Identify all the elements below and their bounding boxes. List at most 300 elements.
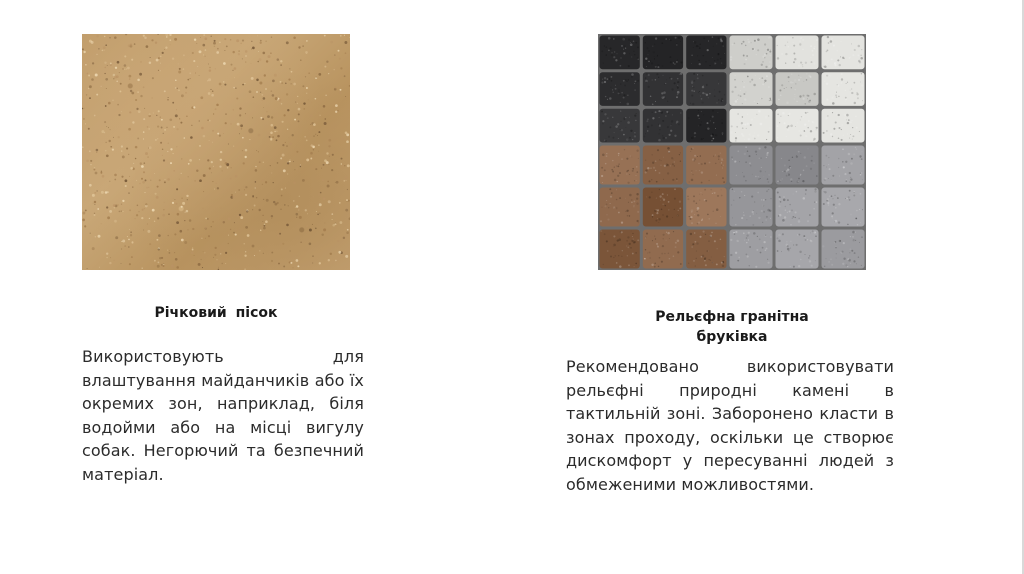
sand-grain [233, 232, 235, 234]
stone-speckle [761, 199, 762, 200]
stone-speckle [822, 245, 824, 247]
stone-speckle [701, 121, 703, 123]
cobblestone [730, 36, 773, 70]
sand-grain [291, 71, 293, 73]
stone-speckle [611, 54, 613, 56]
stone-speckle [757, 192, 759, 194]
stone-speckle [782, 233, 784, 235]
sand-grain [82, 146, 84, 148]
stone-speckle [636, 150, 638, 152]
stone-speckle [730, 239, 732, 241]
sand-grain [235, 192, 236, 193]
sand-grain [112, 148, 114, 150]
stone-speckle [757, 38, 760, 41]
stone-speckle [627, 103, 630, 106]
stone-speckle [750, 165, 752, 167]
stone-speckle [828, 164, 829, 165]
stone-speckle [734, 86, 736, 88]
sand-grain [187, 199, 188, 200]
sand-grain [198, 263, 201, 266]
stone-speckle [668, 201, 670, 203]
sand-grain [345, 96, 346, 97]
sand-grain [252, 195, 254, 197]
stone-speckle [768, 174, 769, 175]
stone-speckle [847, 122, 849, 124]
sand-grain [118, 114, 120, 116]
stone-speckle [737, 113, 738, 114]
stone-speckle [807, 98, 808, 99]
stone-speckle [777, 113, 779, 115]
sand-grain [324, 35, 326, 37]
stone-speckle [662, 238, 664, 240]
sand-grain [89, 85, 92, 88]
stone-speckle [677, 214, 679, 216]
stone-speckle [621, 158, 623, 160]
sand-grain [205, 226, 207, 228]
sand-grain [209, 167, 211, 169]
sand-grain [179, 118, 180, 119]
stone-speckle [692, 103, 694, 105]
sand-grain [306, 87, 308, 89]
stone-speckle [617, 165, 619, 167]
stone-speckle [654, 236, 655, 237]
stone-speckle [694, 41, 697, 44]
stone-speckle [846, 114, 849, 117]
stone-speckle [707, 122, 709, 124]
stone-speckle [691, 172, 692, 173]
sand-grain [331, 213, 333, 215]
stone-speckle [752, 48, 754, 50]
sand-grain [170, 162, 172, 164]
stone-speckle [762, 247, 764, 249]
stone-speckle [816, 129, 817, 130]
sand-grain [163, 133, 164, 134]
stone-speckle [648, 74, 650, 76]
sand-grain [104, 62, 106, 64]
stone-speckle [646, 66, 647, 67]
stone-speckle [788, 115, 789, 116]
stone-speckle [722, 177, 724, 179]
stone-speckle [672, 114, 673, 115]
stone-speckle [777, 181, 779, 183]
stone-speckle [769, 128, 771, 130]
stone-speckle [750, 42, 751, 43]
stone-speckle [712, 262, 713, 263]
stone-speckle [628, 264, 630, 266]
cobblestone-texture [598, 34, 866, 270]
stone-speckle [786, 136, 787, 137]
stone-speckle [667, 172, 669, 174]
stone-speckle [696, 251, 697, 252]
sand-grain [339, 202, 341, 204]
stone-speckle [675, 242, 677, 244]
sand-grain [319, 213, 320, 214]
stone-speckle [840, 41, 841, 42]
sand-grain [121, 145, 123, 147]
sand-grain [229, 219, 230, 220]
stone-speckle [838, 114, 840, 116]
stone-speckle [853, 191, 855, 193]
stone-speckle [653, 167, 655, 169]
sand-grain [286, 93, 288, 95]
stone-speckle [694, 155, 696, 157]
sand-grain [263, 162, 264, 163]
sand-grain [272, 136, 273, 137]
sand-grain [306, 40, 308, 42]
stone-speckle [693, 73, 695, 75]
sand-grain [277, 58, 280, 61]
river-sand-image [82, 34, 350, 270]
sand-grain [331, 169, 333, 171]
stone-speckle [627, 182, 629, 184]
sand-grain [132, 241, 134, 243]
stone-speckle [743, 93, 745, 95]
stone-speckle [850, 121, 852, 123]
stone-speckle [807, 239, 808, 240]
stone-speckle [810, 240, 812, 242]
stone-speckle [851, 158, 853, 160]
stone-speckle [785, 45, 787, 47]
stone-speckle [614, 166, 615, 167]
sand-grain [92, 62, 94, 64]
sand-grain [322, 179, 324, 181]
stone-speckle [745, 92, 746, 93]
sand-grain [345, 52, 347, 54]
stone-speckle [634, 83, 635, 84]
stone-speckle [626, 210, 628, 212]
stone-speckle [634, 180, 635, 181]
stone-speckle [712, 193, 713, 194]
sand-grain [166, 36, 167, 37]
sand-grain [266, 111, 268, 113]
sand-grain [344, 180, 345, 181]
stone-speckle [694, 136, 696, 138]
sand-grain [218, 229, 219, 230]
stone-speckle [796, 101, 797, 102]
stone-speckle [756, 114, 757, 115]
stone-speckle [735, 137, 737, 139]
sand-grain [302, 85, 304, 87]
stone-speckle [790, 224, 792, 226]
stone-speckle [701, 101, 703, 103]
stone-speckle [698, 163, 700, 165]
stone-speckle [814, 202, 815, 203]
stone-speckle [788, 46, 790, 48]
stone-speckle [722, 265, 725, 268]
stone-speckle [721, 122, 723, 124]
stone-speckle [742, 116, 743, 117]
stone-speckle [800, 119, 801, 120]
stone-speckle [624, 84, 626, 86]
stone-speckle [845, 90, 847, 92]
sand-grain [343, 237, 345, 239]
stone-speckle [838, 137, 840, 139]
stone-speckle [737, 150, 739, 152]
sand-grain [129, 111, 131, 113]
stone-speckle [747, 255, 749, 257]
sand-grain [216, 259, 217, 260]
stone-speckle [698, 60, 699, 61]
stone-speckle [780, 180, 782, 182]
sand-grain [251, 77, 254, 80]
sand-grain [234, 67, 237, 70]
stone-speckle [751, 119, 753, 121]
sand-grain [122, 155, 125, 158]
sand-grain [316, 73, 317, 74]
sand-grain [187, 229, 188, 230]
stone-speckle [636, 198, 638, 200]
sand-grain [219, 41, 221, 43]
stone-speckle [655, 101, 656, 102]
stone-speckle [816, 51, 817, 52]
sand-grain [154, 265, 155, 266]
sand-grain [320, 192, 322, 194]
stone-speckle [815, 260, 816, 261]
sand-grain [167, 178, 170, 181]
stone-speckle [808, 100, 811, 103]
stone-speckle [841, 73, 843, 75]
stone-speckle [654, 212, 655, 213]
stone-speckle [845, 161, 847, 163]
stone-speckle [616, 262, 618, 264]
stone-speckle [805, 62, 807, 64]
stone-speckle [677, 59, 678, 60]
stone-speckle [767, 178, 768, 179]
stone-speckle [826, 49, 828, 51]
stone-speckle [610, 203, 611, 204]
sand-grain [121, 150, 122, 151]
sand-grain [127, 67, 130, 70]
sand-grain [184, 221, 185, 222]
stone-speckle [847, 266, 848, 267]
sand-grain [221, 263, 222, 264]
stone-speckle [833, 96, 834, 97]
sand-grain [291, 83, 292, 84]
stone-speckle [616, 165, 617, 166]
stone-speckle [651, 264, 653, 266]
stone-speckle [712, 138, 714, 140]
sand-grain [199, 179, 202, 182]
stone-speckle [724, 65, 725, 66]
stone-speckle [738, 94, 740, 96]
stone-speckle [832, 136, 833, 137]
sand-grain [141, 178, 143, 180]
stone-speckle [610, 255, 612, 257]
stone-speckle [759, 238, 761, 240]
stone-speckle [850, 134, 851, 135]
stone-speckle [842, 148, 844, 150]
sand-grain [115, 67, 117, 69]
sand-grain [208, 64, 209, 65]
stone-speckle [843, 166, 845, 168]
stone-speckle [607, 79, 608, 80]
sand-grain [147, 223, 148, 224]
stone-speckle [605, 163, 607, 165]
sand-grain [341, 137, 344, 140]
sand-grain [131, 59, 133, 61]
stone-speckle [749, 246, 751, 248]
stone-speckle [862, 151, 863, 152]
stone-speckle [672, 163, 674, 165]
stone-speckle [732, 159, 733, 160]
stone-speckle [714, 89, 715, 90]
sand-grain [280, 60, 282, 62]
sand-title: Річковий пісок [154, 305, 278, 321]
sand-grain [280, 157, 282, 159]
stone-speckle [800, 37, 802, 39]
stone-speckle [619, 94, 621, 96]
stone-speckle [764, 80, 766, 82]
sand-grain [295, 102, 296, 103]
stone-speckle [714, 62, 716, 64]
stone-speckle [680, 160, 681, 161]
sand-grain [95, 172, 98, 175]
stone-speckle [667, 126, 669, 128]
stone-speckle [613, 235, 615, 237]
stone-speckle [706, 250, 708, 252]
stone-speckle [709, 162, 711, 164]
sand-grain [147, 230, 150, 233]
stone-speckle [769, 55, 771, 57]
stone-speckle [710, 260, 711, 261]
stone-speckle [736, 175, 737, 176]
sand-grain [96, 94, 98, 96]
sand-grain [131, 92, 134, 95]
sand-grain [301, 233, 302, 234]
sand-grain [302, 179, 305, 182]
sand-grain [280, 254, 281, 255]
sand-grain [252, 209, 253, 210]
stone-speckle [847, 82, 848, 83]
stone-speckle [617, 53, 618, 54]
stone-speckle [661, 65, 663, 67]
stone-speckle [814, 231, 816, 233]
stone-speckle [662, 214, 664, 216]
stone-speckle [670, 165, 671, 166]
stone-speckle [645, 133, 646, 134]
stone-speckle [645, 249, 646, 250]
sand-grain [315, 76, 317, 78]
sand-grain [272, 80, 275, 83]
stone-speckle [767, 152, 769, 154]
sand-grain [188, 176, 189, 177]
stone-speckle [841, 129, 842, 130]
sand-grain [275, 203, 278, 206]
sand-grain [89, 97, 91, 99]
stone-speckle [657, 149, 659, 151]
sand-grain [238, 53, 240, 55]
stone-speckle [668, 113, 669, 114]
stone-speckle [632, 170, 634, 172]
stone-speckle [607, 219, 609, 221]
sand-grain [170, 252, 172, 254]
stone-speckle [710, 120, 711, 121]
stone-speckle [646, 233, 648, 235]
stone-speckle [768, 131, 770, 133]
stone-speckle [791, 74, 792, 75]
stone-speckle [849, 199, 851, 201]
sand-grain [96, 54, 97, 55]
stone-speckle [795, 96, 796, 97]
sand-grain [137, 205, 139, 207]
stone-speckle [610, 76, 612, 78]
stone-speckle [851, 120, 852, 121]
stone-speckle [779, 196, 781, 198]
sand-grain [118, 136, 120, 138]
stone-speckle [712, 57, 713, 58]
sand-grain [266, 199, 269, 202]
sand-grain [82, 48, 84, 50]
sand-grain [150, 180, 151, 181]
stone-speckle [629, 137, 631, 139]
sand-grain [132, 186, 133, 187]
stone-speckle [673, 255, 675, 257]
stone-speckle [618, 153, 620, 155]
stone-speckle [860, 82, 861, 83]
sand-grain [162, 149, 163, 150]
stone-speckle [618, 255, 619, 256]
stone-speckle [704, 260, 705, 261]
sand-grain [126, 68, 127, 69]
sand-grain [260, 230, 262, 232]
stone-speckle [669, 56, 671, 58]
sand-grain [245, 251, 246, 252]
stone-speckle [780, 116, 781, 117]
stone-speckle [787, 168, 789, 170]
sand-grain [346, 36, 347, 37]
stone-speckle [761, 64, 763, 66]
stone-speckle [718, 53, 719, 54]
sand-grain [296, 151, 298, 153]
sand-grain [214, 189, 215, 190]
stone-speckle [636, 166, 637, 167]
stone-speckle [718, 155, 720, 157]
stone-speckle [609, 47, 611, 49]
sand-grain [181, 239, 184, 242]
stone-speckle [842, 161, 844, 163]
sand-grain [298, 209, 299, 210]
stone-speckle [601, 111, 603, 113]
stone-speckle [670, 61, 672, 63]
stone-speckle [657, 55, 658, 56]
sand-grain [162, 155, 163, 156]
stone-speckle [614, 51, 615, 52]
stone-speckle [743, 86, 745, 88]
sand-grain [89, 150, 91, 152]
sand-grain [260, 42, 262, 44]
stone-speckle [835, 195, 836, 196]
stone-speckle [668, 253, 670, 255]
stone-speckle [704, 189, 706, 191]
stone-speckle [708, 40, 709, 41]
sand-grain [122, 200, 124, 202]
stone-speckle [634, 54, 635, 55]
stone-speckle [730, 131, 732, 133]
stone-speckle [630, 43, 633, 46]
sand-grain [213, 166, 214, 167]
stone-speckle [810, 45, 812, 47]
stone-speckle [645, 60, 646, 61]
sand-grain [128, 154, 129, 155]
sand-grain [310, 158, 312, 160]
stone-speckle [811, 160, 813, 162]
sand-grain [223, 221, 225, 223]
stone-speckle [670, 39, 672, 41]
stone-speckle [616, 189, 617, 190]
sand-grain [96, 149, 99, 152]
stone-speckle [800, 62, 802, 64]
stone-speckle [621, 45, 623, 47]
